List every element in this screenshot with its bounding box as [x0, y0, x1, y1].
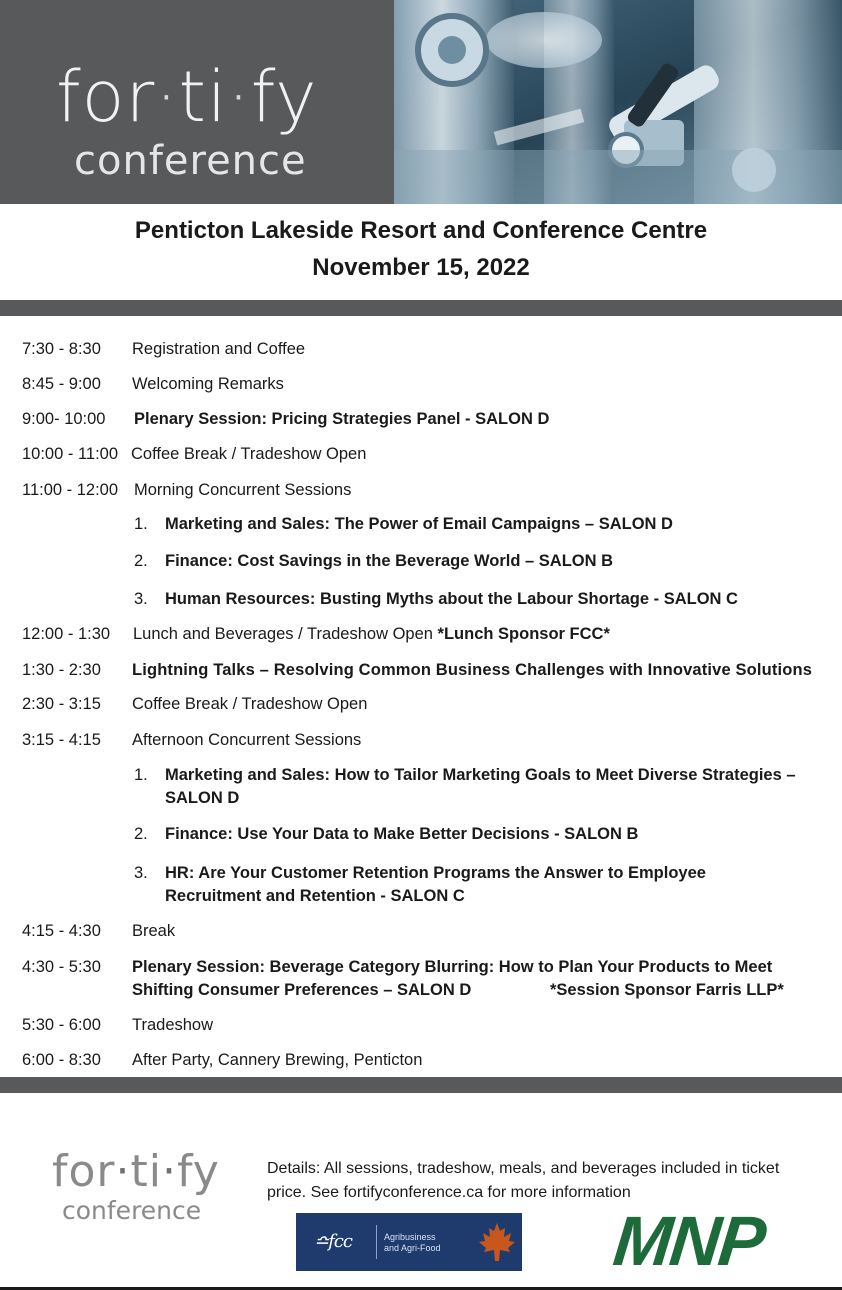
session-title: Finance: Cost Savings in the Beverage World – SALON B [165, 552, 614, 570]
session-sponsor: *Session Sponsor Farris LLP* [550, 981, 784, 999]
maple-leaf-icon [478, 1221, 516, 1263]
agenda-row [22, 1014, 214, 1036]
agenda-desc: Welcoming Remarks [132, 375, 284, 393]
session-title: HR: Are Your Customer Retention Programs the Answer to Employee Recruitment and Retention - SALON C [165, 864, 706, 905]
divider-bar-bottom [0, 1077, 842, 1093]
agenda-time: 4:15 - 4:30 [22, 922, 101, 940]
agenda-row [22, 373, 284, 395]
agenda-desc: Morning Concurrent Sessions [134, 481, 352, 499]
session-number: 2. [134, 552, 148, 570]
agenda-desc: After Party, Cannery Brewing, Penticton [132, 1051, 423, 1069]
fcc-wordmark: ≏fcc [314, 1231, 352, 1252]
agenda-desc: Registration and Coffee [132, 340, 306, 358]
agenda-time: 8:45 - 9:00 [22, 375, 101, 393]
agenda-desc: Coffee Break / Tradeshow Open [132, 695, 368, 713]
agenda-desc: Afternoon Concurrent Sessions [132, 731, 362, 749]
fortify-logo-footer [52, 1146, 220, 1225]
agenda-row [22, 1049, 423, 1071]
session-number: 1. [134, 766, 148, 784]
agenda-desc: Coffee Break / Tradeshow Open [131, 445, 367, 463]
agenda-desc: Shifting Consumer Preferences – SALON D [132, 981, 472, 999]
machinery-photo-image [394, 0, 842, 204]
mnp-sponsor-logo: MNP [609, 1202, 768, 1280]
agenda-time: 7:30 - 8:30 [22, 340, 101, 358]
venue-title: Penticton Lakeside Resort and Conference Centre [134, 217, 708, 244]
header-banner [0, 0, 842, 204]
agenda-row [22, 729, 362, 751]
agenda-time: 3:15 - 4:15 [22, 731, 101, 749]
header-photo-machinery [394, 0, 842, 204]
session-title: Marketing and Sales: How to Tailor Marketing Goals to Meet Diverse Strategies – SALON D [165, 766, 796, 807]
event-date: November 15, 2022 [312, 254, 530, 281]
logo-subtitle: conference [74, 138, 307, 184]
agenda-row [22, 479, 352, 501]
agenda-row [22, 956, 773, 978]
agenda-desc: Break [132, 922, 176, 940]
fcc-sponsor-logo [296, 1213, 522, 1271]
fcc-divider [376, 1225, 377, 1259]
session-number: 1. [134, 515, 148, 533]
agenda-desc: Tradeshow [132, 1016, 214, 1034]
agenda-row [22, 338, 306, 360]
agenda-time: 4:30 - 5:30 [22, 958, 101, 976]
agenda-time: 6:00 - 8:30 [22, 1051, 101, 1069]
agenda-row [22, 408, 550, 430]
footer-logo-wordmark: for·ti·fy [52, 1146, 220, 1197]
fortify-logo [56, 56, 318, 184]
agenda-time: 2:30 - 3:15 [22, 695, 101, 713]
session-number: 3. [134, 590, 148, 608]
session-number: 2. [134, 825, 148, 843]
agenda-time: 11:00 - 12:00 [22, 481, 119, 499]
event-title [0, 214, 842, 286]
agenda-row [22, 659, 813, 681]
agenda-desc: Plenary Session: Pricing Strategies Panel - SALON D [134, 410, 550, 428]
details-line-1: Details: All sessions, tradeshow, meals, and beverages included in ticket [267, 1160, 780, 1177]
agenda-desc: Plenary Session: Beverage Category Blurring: How to Plan Your Products to Meet [132, 958, 773, 976]
agenda-time: 10:00 - 11:00 [22, 445, 119, 463]
agenda-time: 1:30 - 2:30 [22, 661, 101, 679]
lunch-sponsor: *Lunch Sponsor FCC* [437, 625, 610, 643]
agenda-row [22, 443, 367, 465]
session-number: 3. [134, 864, 148, 882]
agenda-time: 5:30 - 6:00 [22, 1016, 101, 1034]
agenda-time: 9:00- 10:00 [22, 410, 106, 428]
details-line-2: price. See fortifyconference.ca for more information [267, 1184, 631, 1201]
logo-wordmark: for·ti·fy [56, 56, 318, 138]
session-title: Marketing and Sales: The Power of Email Campaigns – SALON D [165, 515, 673, 533]
agenda-time: 12:00 - 1:30 [22, 625, 111, 643]
session-title: Human Resources: Busting Myths about the Labour Shortage - SALON C [165, 590, 738, 608]
agenda-row [22, 693, 368, 715]
agenda-row [22, 920, 176, 942]
divider-bar-top [0, 300, 842, 316]
agenda-row [22, 623, 610, 645]
header-logo-panel [0, 0, 394, 204]
agenda-desc: Lunch and Beverages / Tradeshow Open *Lunch Sponsor FCC* [133, 625, 610, 643]
agenda-desc: Lightning Talks – Resolving Common Business Challenges with Innovative Solutions [132, 661, 813, 679]
fcc-tagline: Agribusiness and Agri-Food [384, 1232, 441, 1253]
event-details [267, 1157, 837, 1205]
session-title: Finance: Use Your Data to Make Better Decisions - SALON B [165, 825, 639, 843]
footer-logo-subtitle: conference [62, 1196, 202, 1225]
